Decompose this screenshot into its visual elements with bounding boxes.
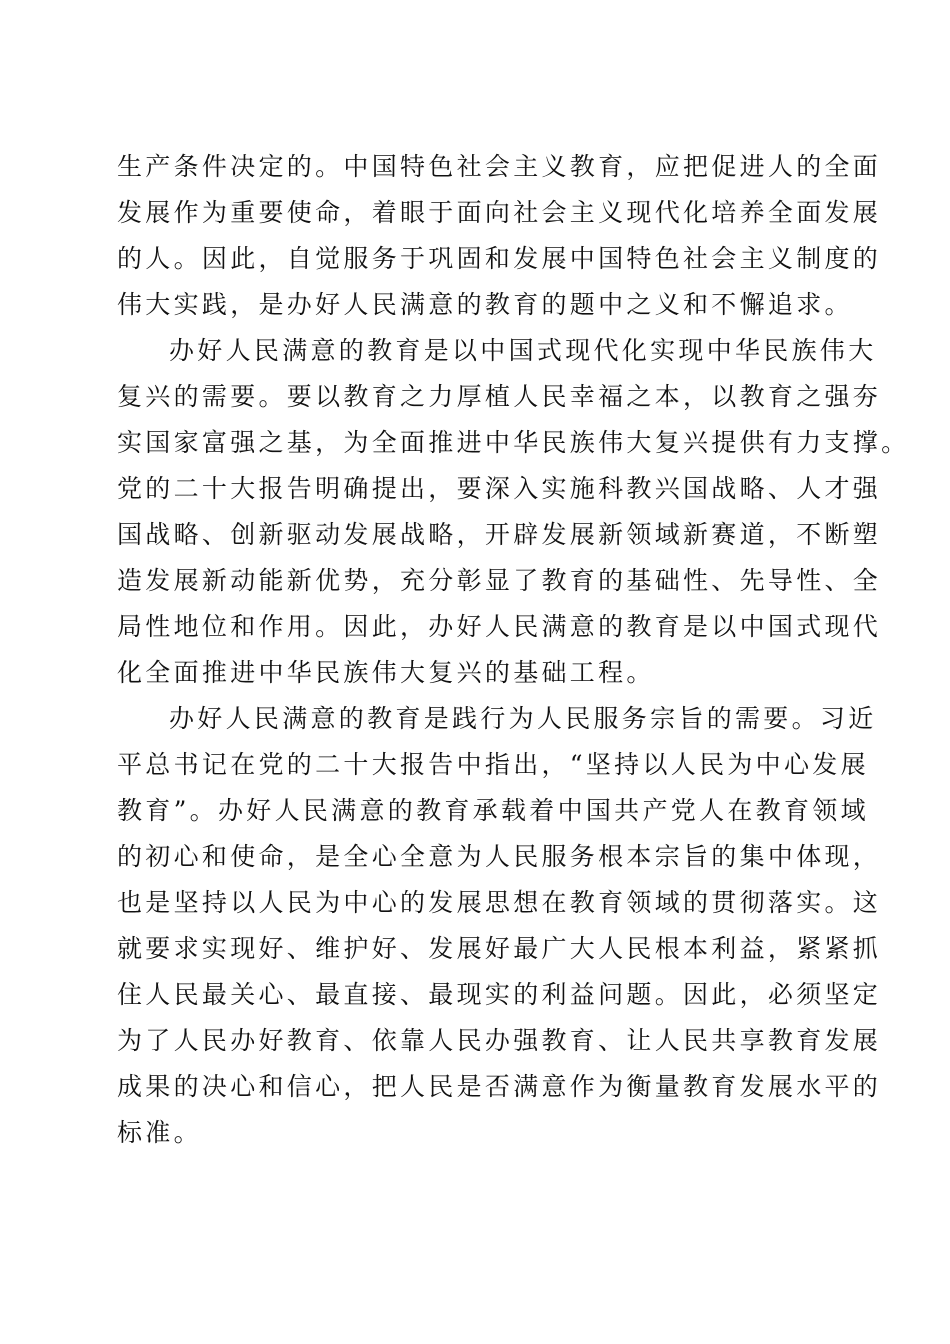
text-line: 造发展新动能新优势，充分彰显了教育的基础性、先导性、全 — [117, 566, 882, 595]
text-line: 局性地位和作用。因此，办好人民满意的教育是以中国式现代 — [117, 612, 882, 641]
text-line: 国战略、创新驱动发展战略，开辟发展新领域新赛道，不断塑 — [117, 520, 882, 549]
text-line: 党的二十大报告明确提出，要深入实施科教兴国战略、人才强 — [117, 474, 882, 503]
text-line: 教育”。办好人民满意的教育承载着中国共产党人在教育领域 — [117, 796, 869, 825]
text-line: 办好人民满意的教育是践行为人民服务宗旨的需要。习近 — [169, 704, 877, 733]
text-line: 就要求实现好、维护好、发展好最广大人民根本利益，紧紧抓 — [117, 934, 882, 963]
paragraph-1 — [117, 144, 882, 328]
text-line: 成果的决心和信心，把人民是否满意作为衡量教育发展水平的 — [117, 1072, 882, 1101]
text-line: 发展作为重要使命，着眼于面向社会主义现代化培养全面发展 — [117, 198, 882, 227]
text-line: 也是坚持以人民为中心的发展思想在教育领域的贯彻落实。这 — [117, 888, 882, 917]
text-line: 标准。 — [117, 1118, 202, 1147]
text-line: 化全面推进中华民族伟大复兴的基础工程。 — [117, 658, 655, 687]
text-line: 住人民最关心、最直接、最现实的利益问题。因此，必须坚定 — [117, 980, 882, 1009]
text-line: 生产条件决定的。中国特色社会主义教育，应把促进人的全面 — [117, 152, 882, 181]
text-line: 为了人民办好教育、依靠人民办强教育、让人民共享教育发展 — [117, 1026, 882, 1055]
text-line: 办好人民满意的教育是以中国式现代化实现中华民族伟大 — [169, 336, 877, 365]
paragraph-3 — [117, 696, 882, 1156]
text-line: 复兴的需要。要以教育之力厚植人民幸福之本，以教育之强夯 — [117, 382, 882, 411]
document-body — [117, 144, 910, 1156]
text-line: 平总书记在党的二十大报告中指出，“坚持以人民为中心发展 — [117, 750, 869, 779]
text-line: 实国家富强之基，为全面推进中华民族伟大复兴提供有力支撑。 — [117, 428, 910, 457]
text-line: 的初心和使命，是全心全意为人民服务根本宗旨的集中体现， — [117, 842, 882, 871]
text-line: 的人。因此，自觉服务于巩固和发展中国特色社会主义制度的 — [117, 244, 882, 273]
text-line: 伟大实践，是办好人民满意的教育的题中之义和不懈追求。 — [117, 290, 853, 319]
paragraph-2 — [117, 328, 910, 696]
